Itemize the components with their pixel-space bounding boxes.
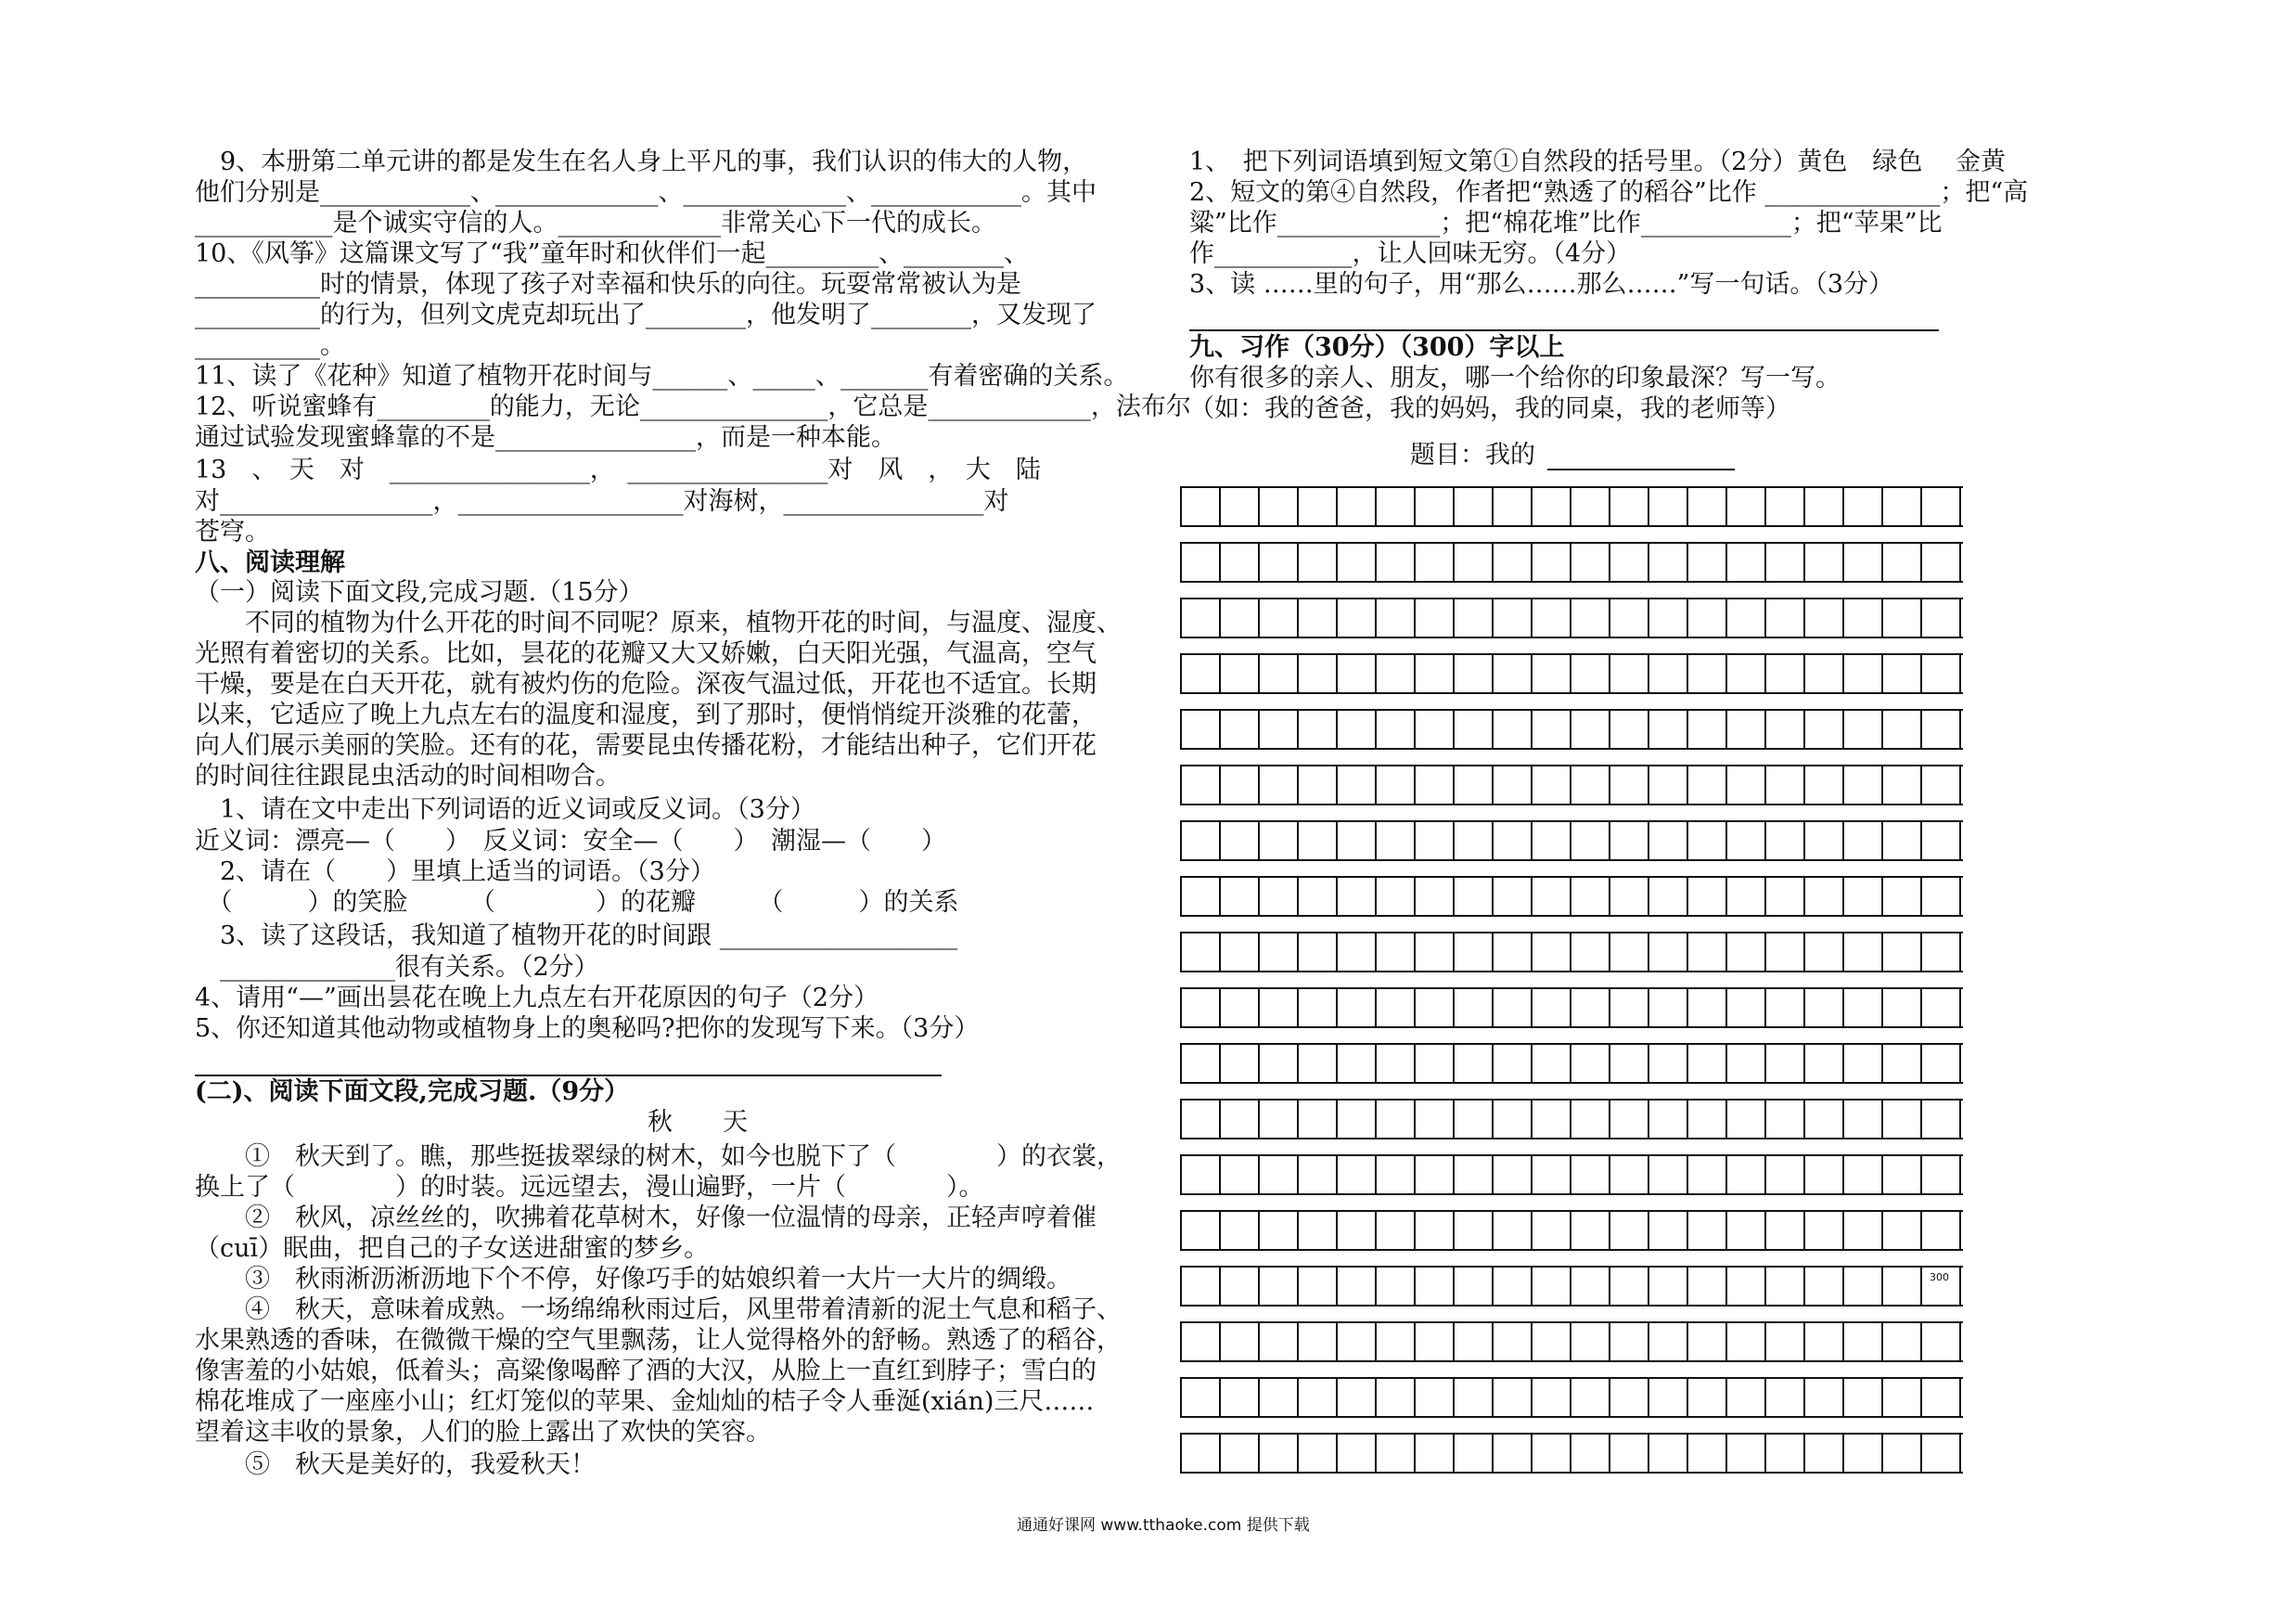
question-9-line-3: ___________是个诚实守信的人。_____________非常关心下一代的成长。 xyxy=(195,209,996,238)
question-13-line-2: 对_________________，__________________对海树，________________对 xyxy=(195,487,1009,516)
reading-1-title: （一）阅读下面文段,完成习题.（15分） xyxy=(195,578,644,607)
essay-title-label: 题目：我的 xyxy=(1410,441,1535,470)
grid-row xyxy=(1180,932,1963,972)
grid-row xyxy=(1180,987,1963,1028)
grid-row xyxy=(1180,1377,1963,1418)
reading-2-line-9: 棉花堆成了一座座小山；红灯笼似的苹果、金灿灿的桔子令人垂涎(xián)三尺…… xyxy=(195,1387,1095,1416)
reading-2-line-7: 水果熟透的香味，在微微干燥的空气里飘荡，让人觉得格外的舒畅。熟透了的稻谷， xyxy=(195,1326,1122,1355)
reading-1-question-3-line-2: ______________很有关系。（2分） xyxy=(195,953,599,982)
reading-2-line-11: ⑤ 秋天是美好的，我爱秋天！ xyxy=(195,1450,596,1479)
answer-line xyxy=(1189,329,1939,331)
essay-prompt-1: 你有很多的亲人、朋友，哪一个给你的印象最深？写一写。 xyxy=(1189,364,1841,393)
reading-1-line-1: 不同的植物为什么开花的时间不同呢？原来，植物开花的时间，与温度、湿度、 xyxy=(195,609,1122,637)
grid-row xyxy=(1180,1154,1963,1195)
reading-1-line-5: 向人们展示美丽的笑脸。还有的花，需要昆虫传播花粉，才能结出种子，它们开花 xyxy=(195,731,1097,760)
grid-count-marker: 300 xyxy=(1930,1271,1949,1283)
question-9-line-2: 他们分别是____________、_____________、_____________、____________。其中 xyxy=(195,178,1097,207)
question-10-line-1: 10、《风筝》这篇课文写了“我”童年时和伙伴们一起_________、________、 xyxy=(195,239,1029,268)
grid-row xyxy=(1180,1043,1963,1084)
grid-row xyxy=(1180,876,1963,917)
reading-1-question-1-items: 近义词：漂亮—（ ） 反义词：安全—（ ） 潮湿—（ ） xyxy=(195,827,946,856)
grid-row xyxy=(1180,542,1963,583)
poem-title: 秋 天 xyxy=(648,1108,748,1137)
reading-2-question-2-line-2: 粱”比作_____________；把“棉花堆”比作____________；把“苹果”比 xyxy=(1189,209,1943,238)
reading-1-question-2-items: （ ）的笑脸 （ ）的花瓣 （ ）的关系 xyxy=(195,888,959,917)
grid-row xyxy=(1180,1321,1963,1362)
essay-title-blank xyxy=(1547,469,1735,470)
reading-2-question-2-line-1: 2、短文的第④自然段，作者把“熟透了的稻谷”比作 ______________；把“高 xyxy=(1189,178,2029,207)
reading-2-title: (二)、阅读下面文段,完成习题.（9分） xyxy=(195,1077,630,1106)
reading-2-line-3: ② 秋风，凉丝丝的，吹拂着花草树木，好像一位温情的母亲，正轻声哼着催 xyxy=(195,1204,1097,1232)
section-9-title: 九、习作（30分）（300）字以上 xyxy=(1189,333,1565,362)
composition-grid xyxy=(1180,486,1963,1488)
reading-1-question-3-line-1: 3、读了这段话，我知道了植物开花的时间跟 ___________________ xyxy=(195,921,958,950)
question-10-line-4: __________。 xyxy=(195,331,345,360)
grid-row xyxy=(1180,1433,1963,1474)
question-12-line-1: 12、听说蜜蜂有_________的能力，无论_______________，它总是_____________，法布尔 xyxy=(195,393,1191,421)
grid-row xyxy=(1180,653,1963,694)
grid-row xyxy=(1180,765,1963,805)
question-11-line: 11、读了《花种》知道了植物开花时间与______、_____、_______有着密确的关系。 xyxy=(195,362,1129,391)
reading-2-line-4: （cuī）眠曲，把自己的子女送进甜蜜的梦乡。 xyxy=(195,1234,710,1263)
question-9-line-1: 9、本册第二单元讲的都是发生在名人身上平凡的事，我们认识的伟大的人物， xyxy=(195,148,1088,176)
section-8-title: 八、阅读理解 xyxy=(195,548,345,577)
question-13-line-3: 苍穹。 xyxy=(195,518,270,547)
reading-1-line-6: 的时间往往跟昆虫活动的时间相吻合。 xyxy=(195,762,621,791)
reading-1-question-1: 1、请在文中走出下列词语的近义词或反义词。（3分） xyxy=(195,795,815,824)
footer-credit: 通通好课网 www.tthaoke.com 提供下载 xyxy=(1017,1516,1310,1535)
grid-row xyxy=(1180,1266,1963,1307)
reading-2-question-2-line-3: 作___________，让人回味无穷。（4分） xyxy=(1189,239,1632,268)
grid-row xyxy=(1180,1210,1963,1251)
reading-2-line-10: 望着这丰收的景象，人们的脸上露出了欢快的笑容。 xyxy=(195,1418,771,1447)
grid-row xyxy=(1180,1099,1963,1139)
grid-row xyxy=(1180,709,1963,750)
question-12-line-2: 通过试验发现蜜蜂靠的不是________________，而是一种本能。 xyxy=(195,423,896,452)
reading-2-line-2: 换上了（ ）的时装。远远望去，漫山遍野，一片（ ）。 xyxy=(195,1173,984,1202)
reading-2-question-1: 1、 把下列词语填到短文第①自然段的括号里。（2分）黄色 绿色 金黄 xyxy=(1189,148,2006,176)
reading-1-question-5: 5、你还知道其他动物或植物身上的奥秘吗?把你的发现写下来。（3分） xyxy=(195,1014,980,1043)
grid-row xyxy=(1180,820,1963,861)
reading-1-line-3: 干燥，要是在白天开花，就有被灼伤的危险。深夜气温过低，开花也不适宜。长期 xyxy=(195,670,1097,699)
question-10-line-2: __________时的情景，体现了孩子对幸福和快乐的向往。玩耍常常被认为是 xyxy=(195,270,1021,299)
reading-2-question-3: 3、读 ……里的句子，用“那么……那么……”写一句话。（3分） xyxy=(1189,270,1894,299)
question-13-line-1: 13 、 天 对 ________________， ________________对 风 ， 大 陆 xyxy=(195,456,1041,484)
reading-2-line-8: 像害羞的小姑娘，低着头；高粱像喝醉了酒的大汉，从脸上一直红到脖子；雪白的 xyxy=(195,1357,1097,1385)
essay-prompt-2: （如：我的爸爸，我的妈妈，我的同桌，我的老师等） xyxy=(1189,394,1790,423)
reading-1-question-2: 2、请在（ ）里填上适当的词语。（3分） xyxy=(195,857,715,886)
reading-1-question-4: 4、请用“—”画出昙花在晚上九点左右开花原因的句子（2分） xyxy=(195,984,879,1012)
reading-1-line-4: 以来，它适应了晚上九点左右的温度和湿度，到了那时，便悄悄绽开淡雅的花蕾， xyxy=(195,701,1097,729)
grid-row xyxy=(1180,598,1963,638)
question-10-line-3: __________的行为，但列文虎克却玩出了________，他发明了________，又发现了 xyxy=(195,301,1097,329)
grid-row xyxy=(1180,486,1963,527)
reading-2-line-6: ④ 秋天，意味着成熟。一场绵绵秋雨过后，风里带着清新的泥土气息和稻子、 xyxy=(195,1295,1122,1324)
reading-1-line-2: 光照有着密切的关系。比如，昙花的花瓣又大又娇嫩，白天阳光强，气温高，空气 xyxy=(195,639,1097,668)
reading-2-line-5: ③ 秋雨淅沥淅沥地下个不停，好像巧手的姑娘织着一大片一大片的绸缎。 xyxy=(195,1265,1071,1294)
reading-2-line-1: ① 秋天到了。瞧，那些挺拔翠绿的树木，如今也脱下了（ ）的衣裳， xyxy=(195,1142,1122,1171)
